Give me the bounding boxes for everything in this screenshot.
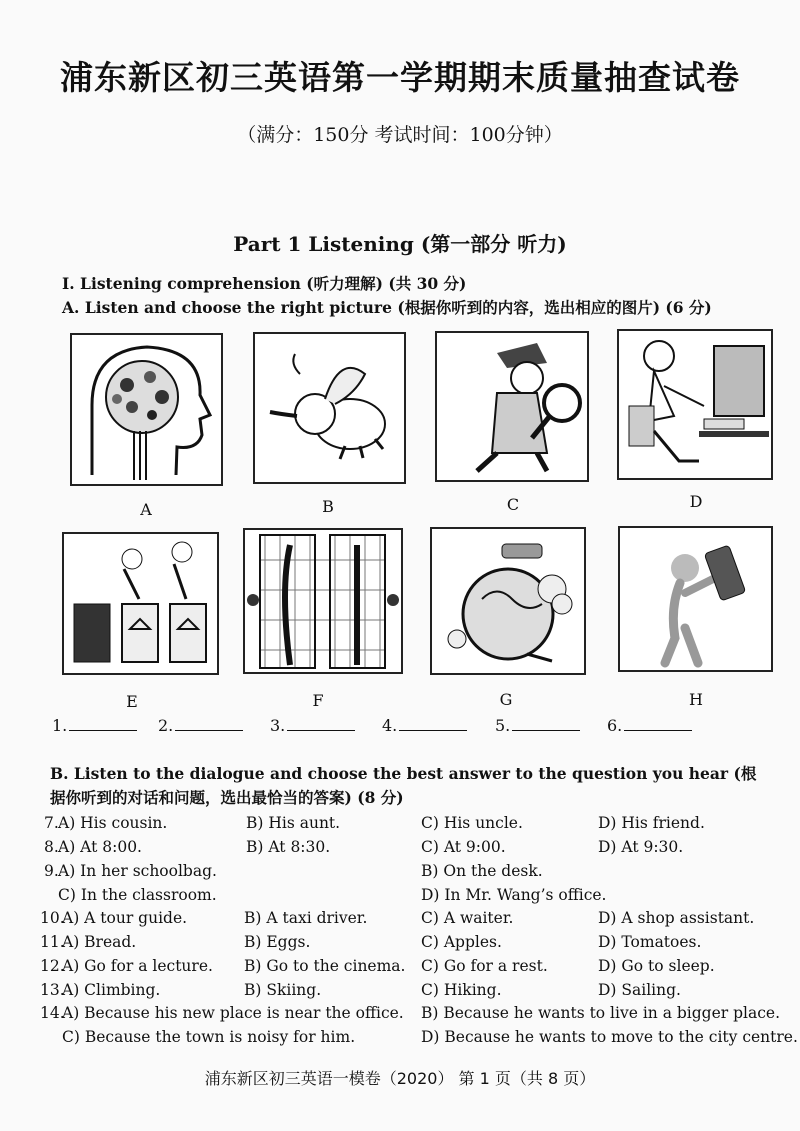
picture-label: C bbox=[506, 495, 520, 514]
option-c[interactable]: C) In the classroom. bbox=[58, 886, 217, 904]
option-b[interactable]: B) Because he wants to live in a bigger place. bbox=[421, 1004, 780, 1022]
picture-e bbox=[62, 532, 219, 675]
woman-computer-icon bbox=[619, 331, 771, 478]
picture-f bbox=[243, 528, 403, 674]
option-a[interactable]: A) At 8:00. bbox=[58, 838, 142, 856]
question-number: 13. bbox=[40, 981, 65, 999]
detective-magnifier-icon bbox=[437, 333, 587, 480]
question-number: 14. bbox=[40, 1004, 65, 1022]
option-c[interactable]: C) Hiking. bbox=[421, 981, 502, 999]
picture-label: A bbox=[140, 500, 152, 519]
part-heading: Part 1 Listening (第一部分 听力) bbox=[233, 232, 567, 256]
option-a[interactable]: A) Climbing. bbox=[62, 981, 161, 999]
picture-label: G bbox=[499, 690, 513, 709]
question-number: 10. bbox=[40, 909, 65, 927]
polluted-earth-icon bbox=[432, 529, 584, 673]
option-b[interactable]: B) At 8:30. bbox=[246, 838, 331, 856]
option-a[interactable]: A) Bread. bbox=[62, 933, 137, 951]
picture-b bbox=[253, 332, 406, 484]
picture-label: B bbox=[322, 497, 334, 516]
answer-blank[interactable]: 5. bbox=[495, 716, 580, 735]
answer-blank[interactable]: 6. bbox=[607, 716, 692, 735]
question-number: 7. bbox=[44, 814, 59, 832]
exam-title: 浦东新区初三英语第一学期期末质量抽查试卷 bbox=[60, 58, 740, 97]
mobile-phone-figure-icon bbox=[620, 528, 771, 670]
option-d[interactable]: D) Sailing. bbox=[598, 981, 681, 999]
answer-blank[interactable]: 2. bbox=[158, 716, 243, 735]
option-b[interactable]: B) Go to the cinema. bbox=[244, 957, 406, 975]
exam-subtitle: （满分：150分 考试时间：100分钟） bbox=[237, 124, 563, 146]
question-number: 12. bbox=[40, 957, 65, 975]
section-a-heading: A. Listen and choose the right picture (根据你听到的内容，选出相应的图片) (6 分) bbox=[62, 298, 712, 317]
option-b[interactable]: B) His aunt. bbox=[246, 814, 341, 832]
option-a[interactable]: A) His cousin. bbox=[58, 814, 168, 832]
option-d[interactable]: D) Because he wants to move to the city centre. bbox=[421, 1028, 798, 1046]
option-b[interactable]: B) Skiing. bbox=[244, 981, 322, 999]
brain-head-icon bbox=[72, 335, 221, 484]
picture-d bbox=[617, 329, 773, 480]
picture-h bbox=[618, 526, 773, 672]
picture-label: H bbox=[689, 690, 703, 709]
recycling-bins-icon bbox=[64, 534, 217, 673]
flying-elephant-icon bbox=[255, 334, 404, 482]
option-b[interactable]: B) On the desk. bbox=[421, 862, 543, 880]
option-b[interactable]: B) A taxi driver. bbox=[244, 909, 368, 927]
answer-blank[interactable]: 3. bbox=[270, 716, 355, 735]
section-i-heading: I. Listening comprehension (听力理解) (共 30 分) bbox=[62, 274, 467, 293]
option-d[interactable]: D) In Mr. Wang’s office. bbox=[421, 886, 607, 904]
option-d[interactable]: D) At 9:30. bbox=[598, 838, 684, 856]
option-b[interactable]: B) Eggs. bbox=[244, 933, 311, 951]
picture-c bbox=[435, 331, 589, 482]
option-c[interactable]: C) Because the town is noisy for him. bbox=[62, 1028, 356, 1046]
section-b-heading: B. Listen to the dialogue and choose the best answer to the question you hear (根据你听到的对话和问题，选出最恰当的答案) (8 分) bbox=[50, 764, 757, 807]
picture-label: E bbox=[126, 692, 138, 711]
picture-a bbox=[70, 333, 223, 486]
option-a[interactable]: A) Go for a lecture. bbox=[62, 957, 213, 975]
picture-label: D bbox=[689, 492, 703, 511]
question-number: 9. bbox=[44, 862, 59, 880]
option-d[interactable]: D) Go to sleep. bbox=[598, 957, 715, 975]
option-c[interactable]: C) At 9:00. bbox=[421, 838, 506, 856]
option-d[interactable]: D) Tomatoes. bbox=[598, 933, 702, 951]
picture-label: F bbox=[312, 691, 324, 710]
option-c[interactable]: C) His uncle. bbox=[421, 814, 523, 832]
option-c[interactable]: C) Go for a rest. bbox=[421, 957, 548, 975]
option-d[interactable]: D) His friend. bbox=[598, 814, 705, 832]
answer-blank[interactable]: 1. bbox=[52, 716, 137, 735]
option-a[interactable]: A) In her schoolbag. bbox=[58, 862, 217, 880]
question-number: 11. bbox=[40, 933, 65, 951]
page-footer: 浦东新区初三英语一模卷（2020） 第 1 页（共 8 页） bbox=[204, 1069, 596, 1088]
option-a[interactable]: A) A tour guide. bbox=[62, 909, 188, 927]
option-d[interactable]: D) A shop assistant. bbox=[598, 909, 755, 927]
picture-g bbox=[430, 527, 586, 675]
question-number: 8. bbox=[44, 838, 59, 856]
posture-figures-icon bbox=[245, 530, 401, 672]
option-c[interactable]: C) A waiter. bbox=[421, 909, 514, 927]
option-a[interactable]: A) Because his new place is near the office. bbox=[62, 1004, 404, 1022]
answer-blank[interactable]: 4. bbox=[382, 716, 467, 735]
option-c[interactable]: C) Apples. bbox=[421, 933, 502, 951]
